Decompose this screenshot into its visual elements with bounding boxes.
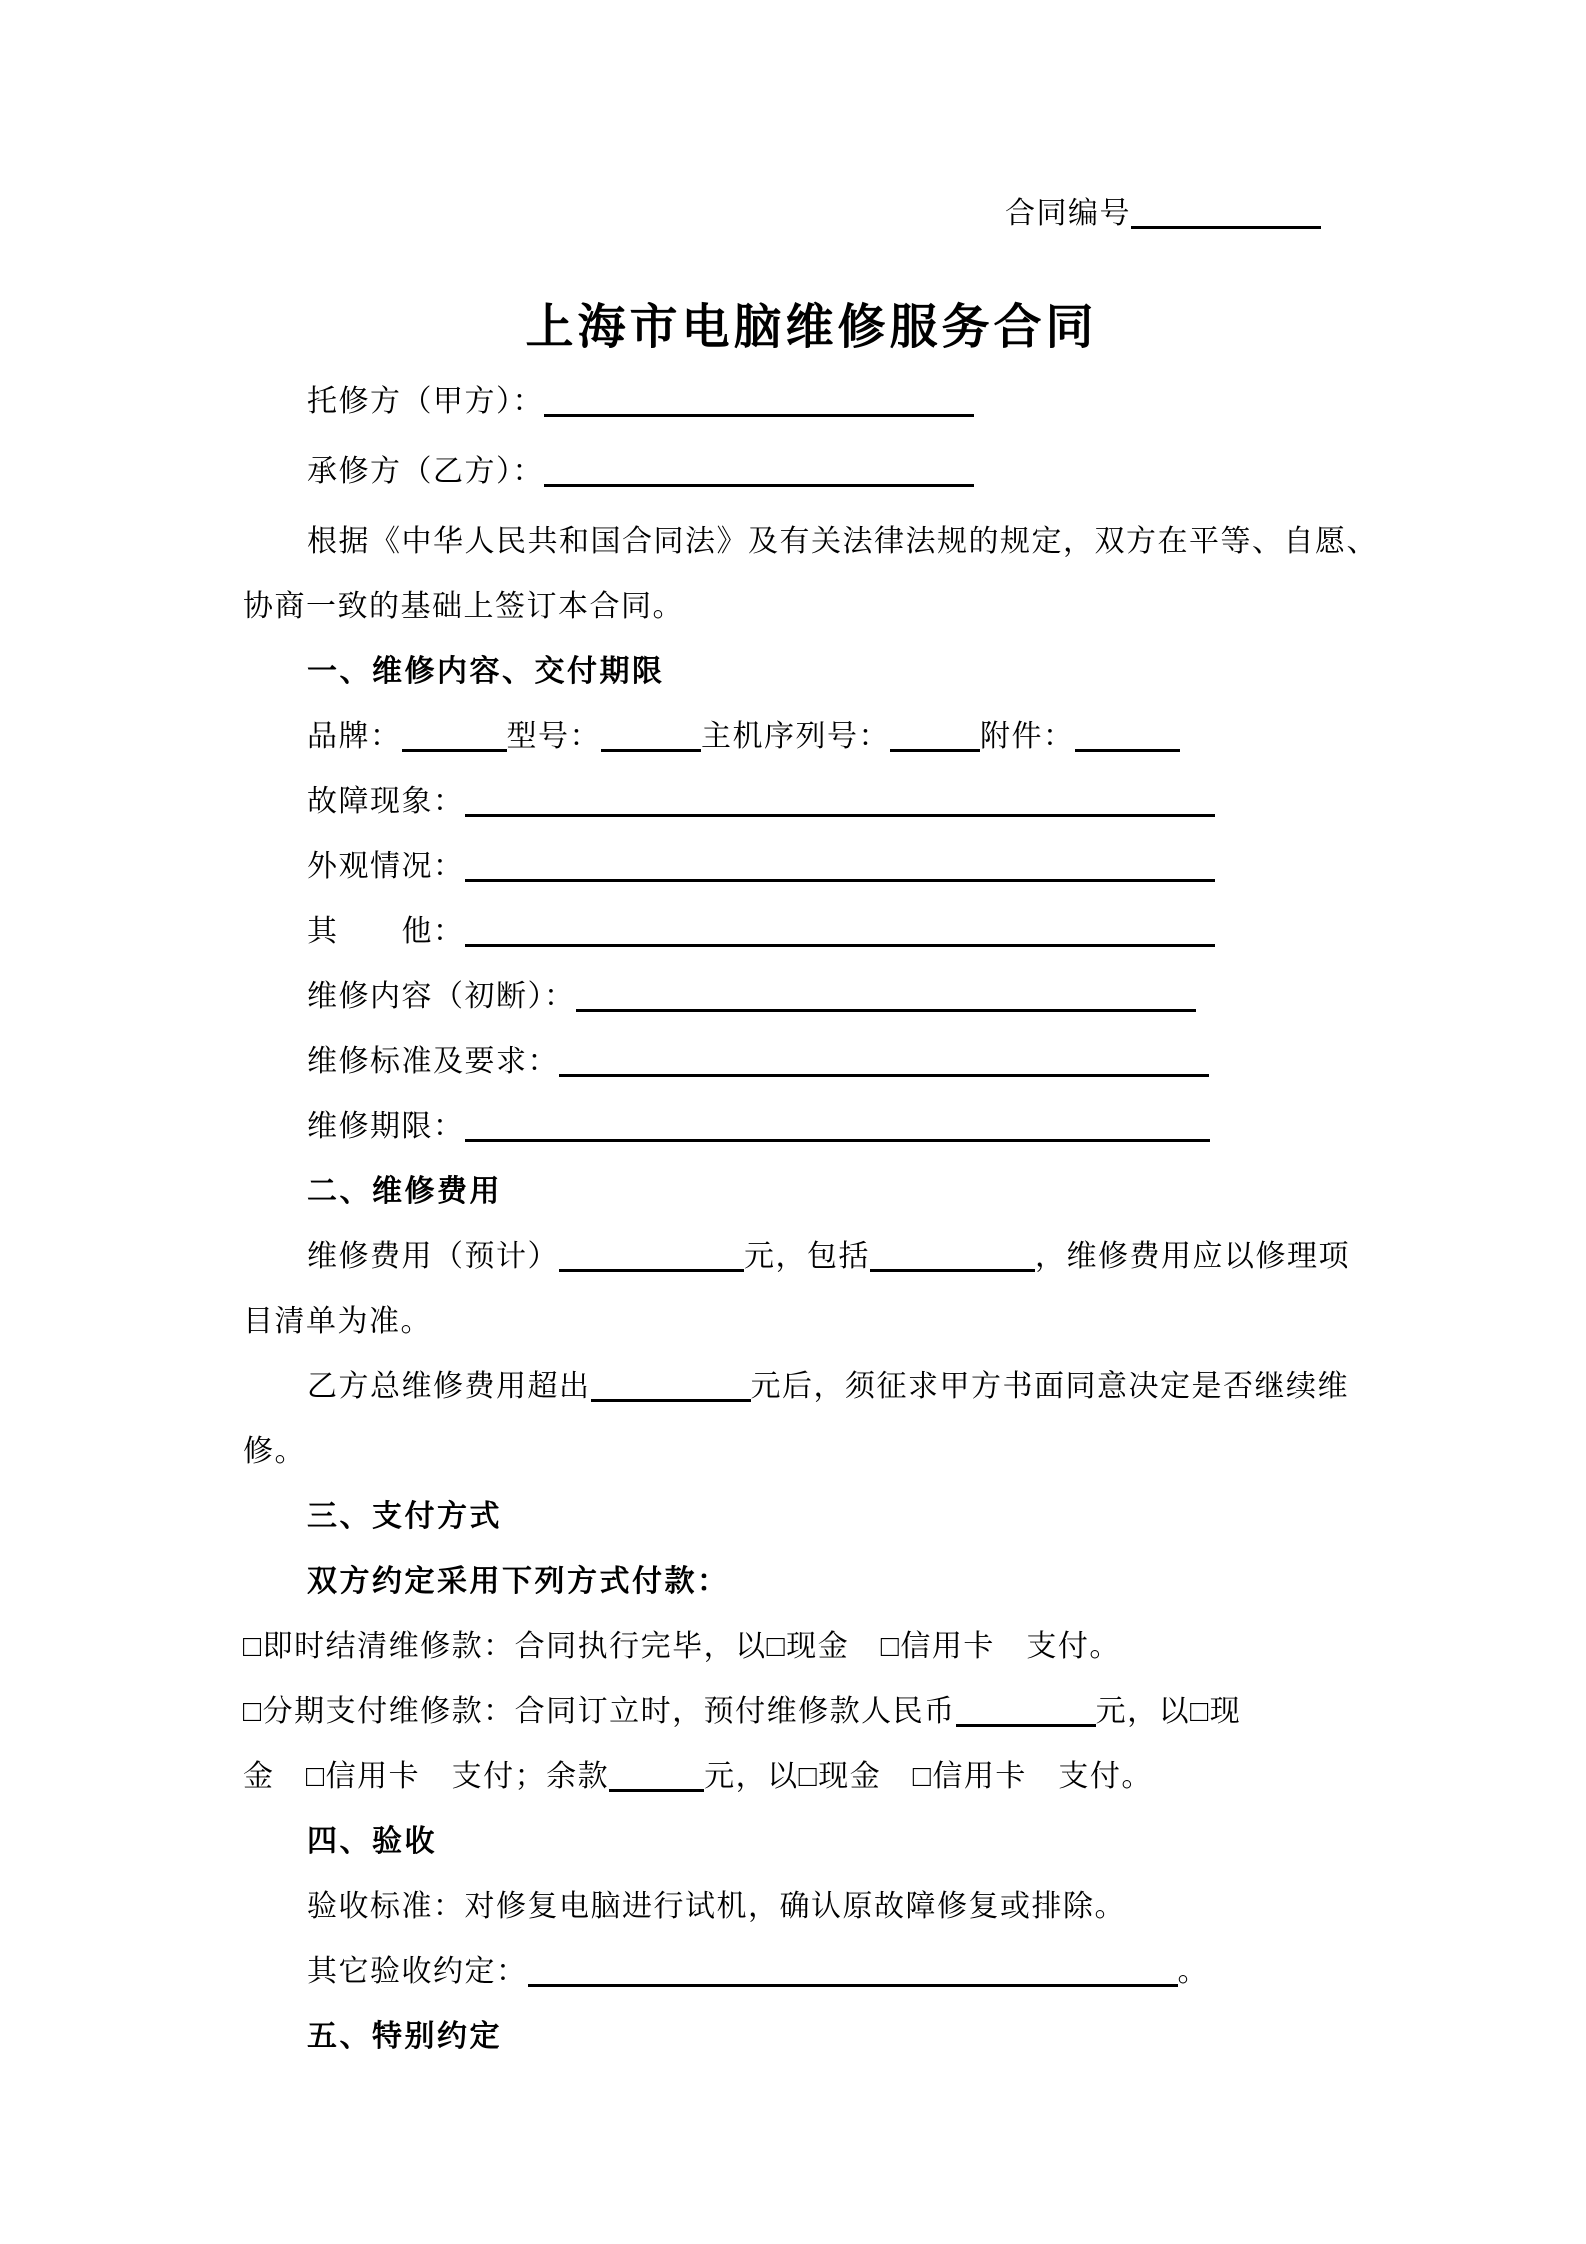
acceptance-other-line <box>243 1950 1507 1994</box>
repair-standard-label: 维修标准及要求： <box>307 1045 559 1078</box>
excess-paragraph-line-1 <box>243 1365 1507 1409</box>
other-line <box>243 910 1507 954</box>
payment-intro: 双方约定采用下列方式付款： <box>307 1565 730 1598</box>
appearance-blank[interactable] <box>465 849 1215 882</box>
checkbox-icon[interactable]: □ <box>798 1760 819 1793</box>
model-label: 型号： <box>506 720 601 753</box>
model-blank[interactable] <box>601 719 701 752</box>
opt2-l2-text-3: 元，以 <box>704 1760 799 1793</box>
excess-text-1: 乙方总维修费用超出 <box>307 1370 591 1403</box>
checkbox-icon[interactable]: □ <box>880 1630 901 1663</box>
payment-option-immediate <box>243 1625 1443 1669</box>
section-3-heading: 三、支付方式 <box>307 1500 502 1533</box>
party-b-blank[interactable] <box>544 454 974 487</box>
party-a-line <box>243 380 1507 424</box>
checkbox-icon[interactable]: □ <box>1190 1695 1210 1728</box>
intro-paragraph-line-1: 根据《中华人民共和国合同法》及有关法律法规的规定，双方在平等、自愿、 <box>307 525 1378 558</box>
accessory-blank[interactable] <box>1075 719 1180 752</box>
fault-label: 故障现象： <box>307 785 465 818</box>
repair-term-blank[interactable] <box>465 1109 1210 1142</box>
contract-number-label: 合同编号 <box>1005 197 1131 230</box>
fee-estimate-blank[interactable] <box>559 1239 744 1272</box>
excess-amount-blank[interactable] <box>591 1369 751 1402</box>
brand-blank[interactable] <box>402 719 507 752</box>
opt1-text-cash: 现金 <box>786 1630 881 1663</box>
balance-amount-blank[interactable] <box>609 1759 704 1792</box>
contract-number-line <box>1005 192 1321 236</box>
acceptance-standard-line: 验收标准：对修复电脑进行试机，确认原故障修复或排除。 <box>307 1890 1126 1923</box>
brand-label: 品牌： <box>307 720 402 753</box>
accessory-label: 附件： <box>980 720 1075 753</box>
opt2-text-1: 分期支付维修款：合同订立时，预付维修款人民币 <box>262 1695 956 1728</box>
excess-paragraph-line-2: 修。 <box>243 1435 306 1468</box>
checkbox-icon[interactable]: □ <box>243 1630 263 1663</box>
payment-option-installment-line-1 <box>243 1690 1443 1734</box>
intro-paragraph-line-2: 协商一致的基础上签订本合同。 <box>243 590 684 623</box>
opt2-l2-text-4: 现金 <box>818 1760 913 1793</box>
other-label: 其 他： <box>307 915 465 948</box>
party-b-line <box>243 450 1507 494</box>
party-a-label: 托修方（甲方）： <box>307 385 544 418</box>
opt1-text-1: 即时结清维修款：合同执行完毕，以 <box>262 1630 767 1663</box>
fee-paragraph-line-1 <box>243 1235 1507 1279</box>
serial-blank[interactable] <box>890 719 980 752</box>
opt1-text-credit: 信用卡 支付。 <box>900 1630 1121 1663</box>
fee-text-3: ，维修费用应以修理项 <box>1035 1240 1350 1273</box>
prepay-amount-blank[interactable] <box>956 1694 1096 1727</box>
party-a-blank[interactable] <box>544 384 974 417</box>
payment-option-installment-line-2 <box>243 1755 1443 1799</box>
opt2-text-3: 现 <box>1209 1695 1242 1728</box>
acceptance-other-period: 。 <box>1177 1955 1209 1988</box>
acceptance-other-blank[interactable] <box>528 1954 1178 1987</box>
excess-text-2: 元后，须征求甲方书面同意决定是否继续维 <box>750 1370 1349 1403</box>
repair-content-blank[interactable] <box>576 979 1196 1012</box>
section-1-heading: 一、维修内容、交付期限 <box>307 655 665 688</box>
serial-label: 主机序列号： <box>701 720 890 753</box>
repair-standard-line <box>243 1040 1507 1084</box>
checkbox-icon[interactable]: □ <box>912 1760 933 1793</box>
fee-text-2: 元，包括 <box>744 1240 870 1273</box>
repair-term-line <box>243 1105 1507 1149</box>
section-4-heading: 四、验收 <box>307 1825 437 1858</box>
checkbox-icon[interactable]: □ <box>766 1630 787 1663</box>
fee-text-1: 维修费用（预计） <box>307 1240 559 1273</box>
fee-paragraph-line-2: 目清单为准。 <box>243 1305 432 1338</box>
fault-blank[interactable] <box>465 784 1215 817</box>
contract-number-blank[interactable] <box>1131 196 1321 229</box>
brand-model-line <box>243 715 1507 759</box>
opt2-text-2: 元，以 <box>1095 1695 1191 1728</box>
repair-content-label: 维修内容（初断）： <box>307 980 576 1013</box>
repair-standard-blank[interactable] <box>559 1044 1209 1077</box>
fault-line <box>243 780 1507 824</box>
opt2-l2-text-1: 金 <box>243 1760 306 1793</box>
repair-content-line <box>243 975 1507 1019</box>
appearance-line <box>243 845 1507 889</box>
checkbox-icon[interactable]: □ <box>243 1695 263 1728</box>
fee-include-blank[interactable] <box>870 1239 1035 1272</box>
opt2-l2-text-5: 信用卡 支付。 <box>932 1760 1153 1793</box>
party-b-label: 承修方（乙方）： <box>307 455 544 488</box>
other-blank[interactable] <box>465 914 1215 947</box>
appearance-label: 外观情况： <box>307 850 465 883</box>
opt2-l2-text-2: 信用卡 支付；余款 <box>325 1760 610 1793</box>
section-5-heading: 五、特别约定 <box>307 2020 502 2053</box>
page-title: 上海市电脑维修服务合同 <box>525 301 1098 354</box>
acceptance-other-label: 其它验收约定： <box>307 1955 528 1988</box>
repair-term-label: 维修期限： <box>307 1110 465 1143</box>
checkbox-icon[interactable]: □ <box>306 1760 326 1793</box>
section-2-heading: 二、维修费用 <box>307 1175 502 1208</box>
